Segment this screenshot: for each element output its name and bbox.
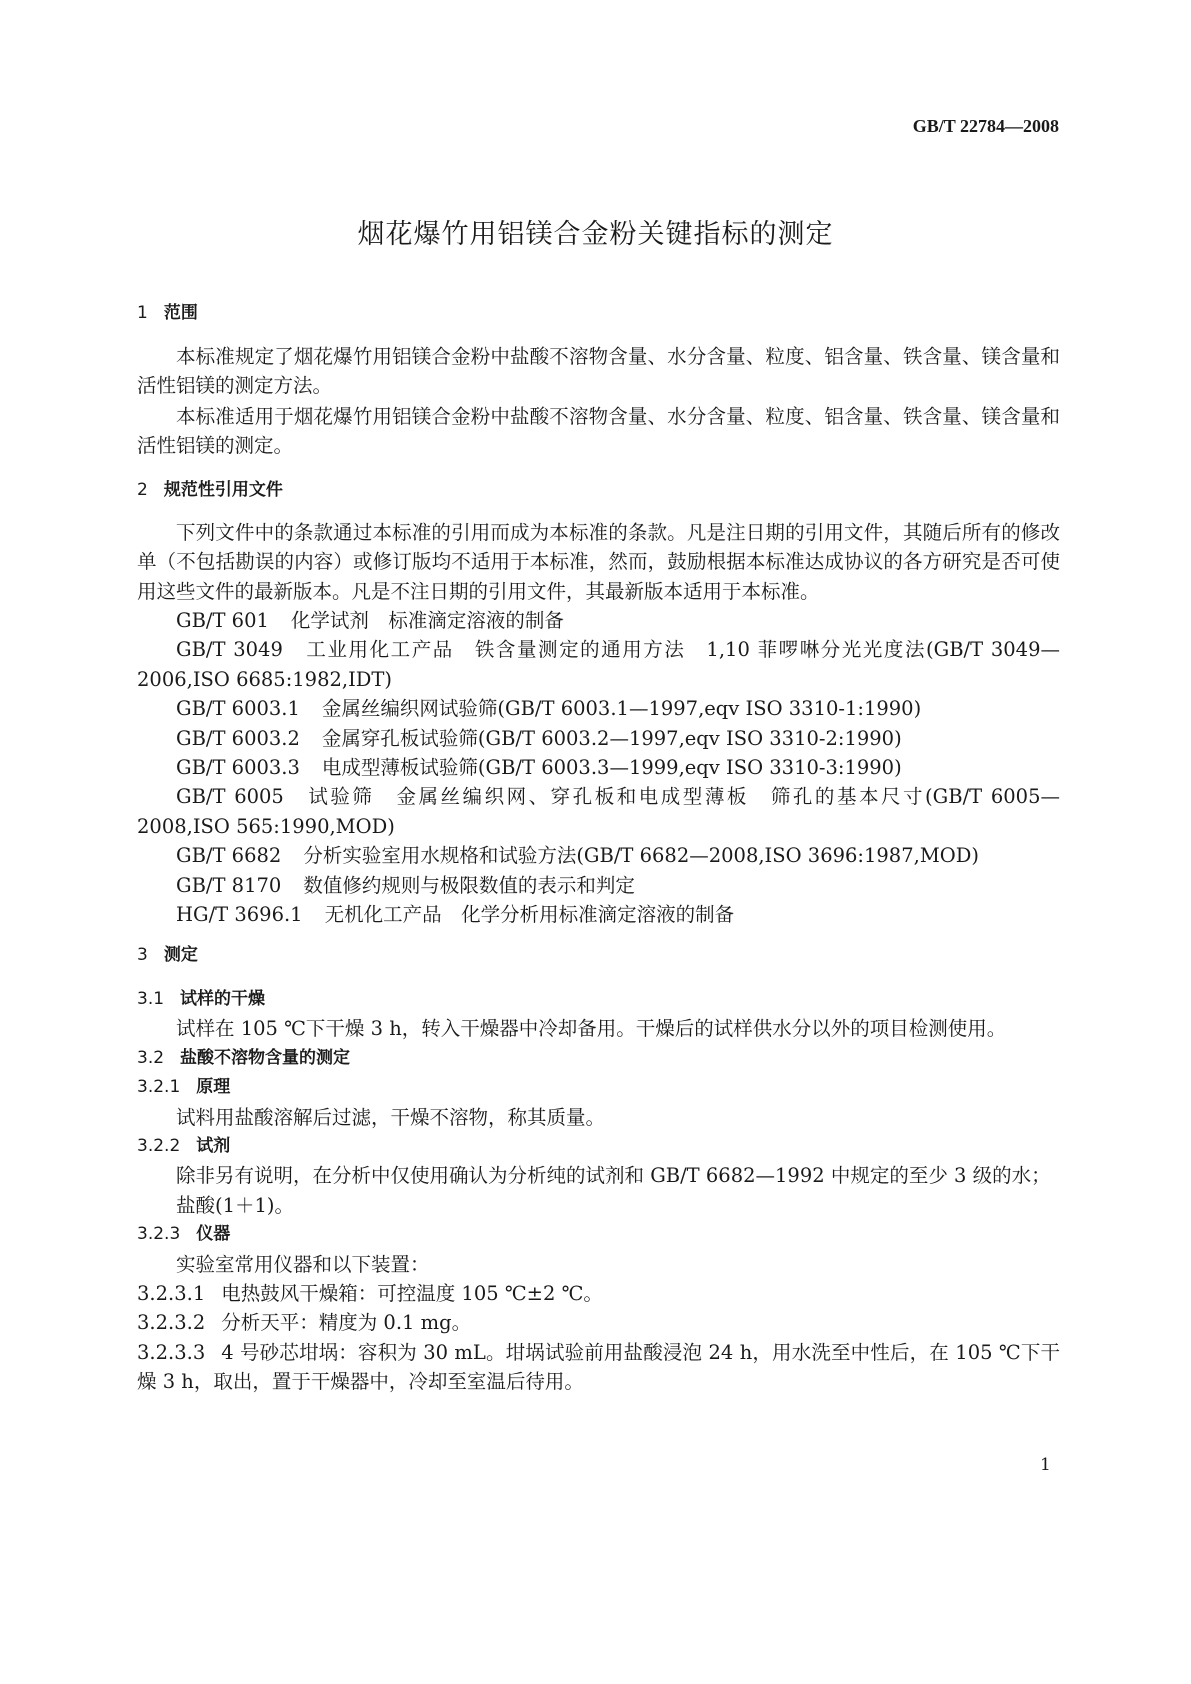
section-3-2-1-heading: 3.2.1 原理	[137, 1077, 231, 1098]
section-2-paragraph: 下列文件中的条款通过本标准的引用而成为本标准的条款。凡是注日期的引用文件，其随后所有的修改单（不包括勘误的内容）或修订版均不适用于本标准，然而，鼓励根据本标准达成协议的各方研究是否可使用这些文件的最新版本。凡是不注日期的引用文件，其最新版本适用于本标准。	[137, 521, 1060, 603]
section-3-2-3-heading: 3.2.3 仪器	[137, 1224, 231, 1245]
section-3-2-1-text: 试料用盐酸溶解后过滤，干燥不溶物，称其质量。	[176, 1105, 606, 1129]
item-3-2-3-3: 3.2.3.3 4 号砂芯坩埚：容积为 30 mL。坩埚试验前用盐酸浸泡 24 h，用水洗至中性后，在 105 ℃下干燥 3 h，取出，置于干燥器中，冷却至室温后待用。	[137, 1340, 1060, 1394]
section-3-body	[137, 985, 1060, 1397]
section-3-2-heading: 3.2 盐酸不溶物含量的测定	[137, 1047, 351, 1068]
reference-item: HG/T 3696.1 无机化工产品 化学分析用标准滴定溶液的制备	[176, 903, 735, 927]
document-title: 烟花爆竹用铝镁合金粉关键指标的测定	[357, 219, 834, 250]
standard-number: GB/T 22784—2008	[912, 116, 1059, 136]
item-3-2-3-2: 3.2.3.2 分析天平：精度为 0.1 mg。	[137, 1311, 472, 1335]
section-2-heading: 2 规范性引用文件	[137, 480, 283, 500]
section-1-paragraph-2: 本标准适用于烟花爆竹用铝镁合金粉中盐酸不溶物含量、水分含量、粒度、铝含量、铁含量、镁含量和活性铝镁的测定。	[137, 405, 1060, 458]
item-3-2-3-1: 3.2.3.1 电热鼓风干燥箱：可控温度 105 ℃±2 ℃。	[137, 1282, 603, 1306]
section-3-heading: 3 测定	[137, 945, 198, 965]
section-1-heading: 1 范围	[137, 303, 198, 323]
reference-item: GB/T 601 化学试剂 标准滴定溶液的制备	[176, 609, 564, 632]
section-3-2-2-heading: 3.2.2 试剂	[137, 1136, 231, 1157]
section-3-1-text: 试样在 105 ℃下干燥 3 h，转入干燥器中冷却备用。干燥后的试样供水分以外的项目检测使用。	[176, 1017, 1007, 1041]
reference-item: GB/T 3049 工业用化工产品 铁含量测定的通用方法 1,10 菲啰啉分光光度法(GB/T 3049—2006,ISO 6685:1982,IDT)	[137, 638, 1060, 691]
reference-item: GB/T 6682 分析实验室用水规格和试验方法(GB/T 6682—2008,ISO 3696:1987,MOD)	[176, 844, 980, 868]
section-3-1-heading: 3.1 试样的干燥	[137, 989, 266, 1009]
section-3-2-2-text-1: 除非另有说明，在分析中仅使用确认为分析纯的试剂和 GB/T 6682—1992 中规定的至少 3 级的水；	[176, 1164, 1051, 1188]
reference-item: GB/T 6003.3 电成型薄板试验筛(GB/T 6003.3—1999,eqv ISO 3310-3:1990)	[176, 756, 902, 780]
section-3-2-2-text-2: 盐酸(1＋1)。	[176, 1193, 295, 1217]
reference-item: GB/T 8170 数值修约规则与极限数值的表示和判定	[176, 873, 635, 897]
reference-item: GB/T 6005 试验筛 金属丝编织网、穿孔板和电成型薄板 筛孔的基本尺寸(GB/T 6005—2008,ISO 565:1990,MOD)	[137, 785, 1061, 838]
page-number: 1	[1040, 1455, 1051, 1475]
section-1-paragraph-1: 本标准规定了烟花爆竹用铝镁合金粉中盐酸不溶物含量、水分含量、粒度、铝含量、铁含量、镁含量和活性铝镁的测定方法。	[137, 345, 1060, 398]
reference-list	[137, 606, 1060, 929]
section-3-2-3-text: 实验室常用仪器和以下装置：	[176, 1252, 430, 1276]
reference-item: GB/T 6003.2 金属穿孔板试验筛(GB/T 6003.2—1997,eqv ISO 3310-2:1990)	[176, 726, 902, 750]
reference-item: GB/T 6003.1 金属丝编织网试验筛(GB/T 6003.1—1997,eqv ISO 3310-1:1990)	[176, 697, 922, 721]
